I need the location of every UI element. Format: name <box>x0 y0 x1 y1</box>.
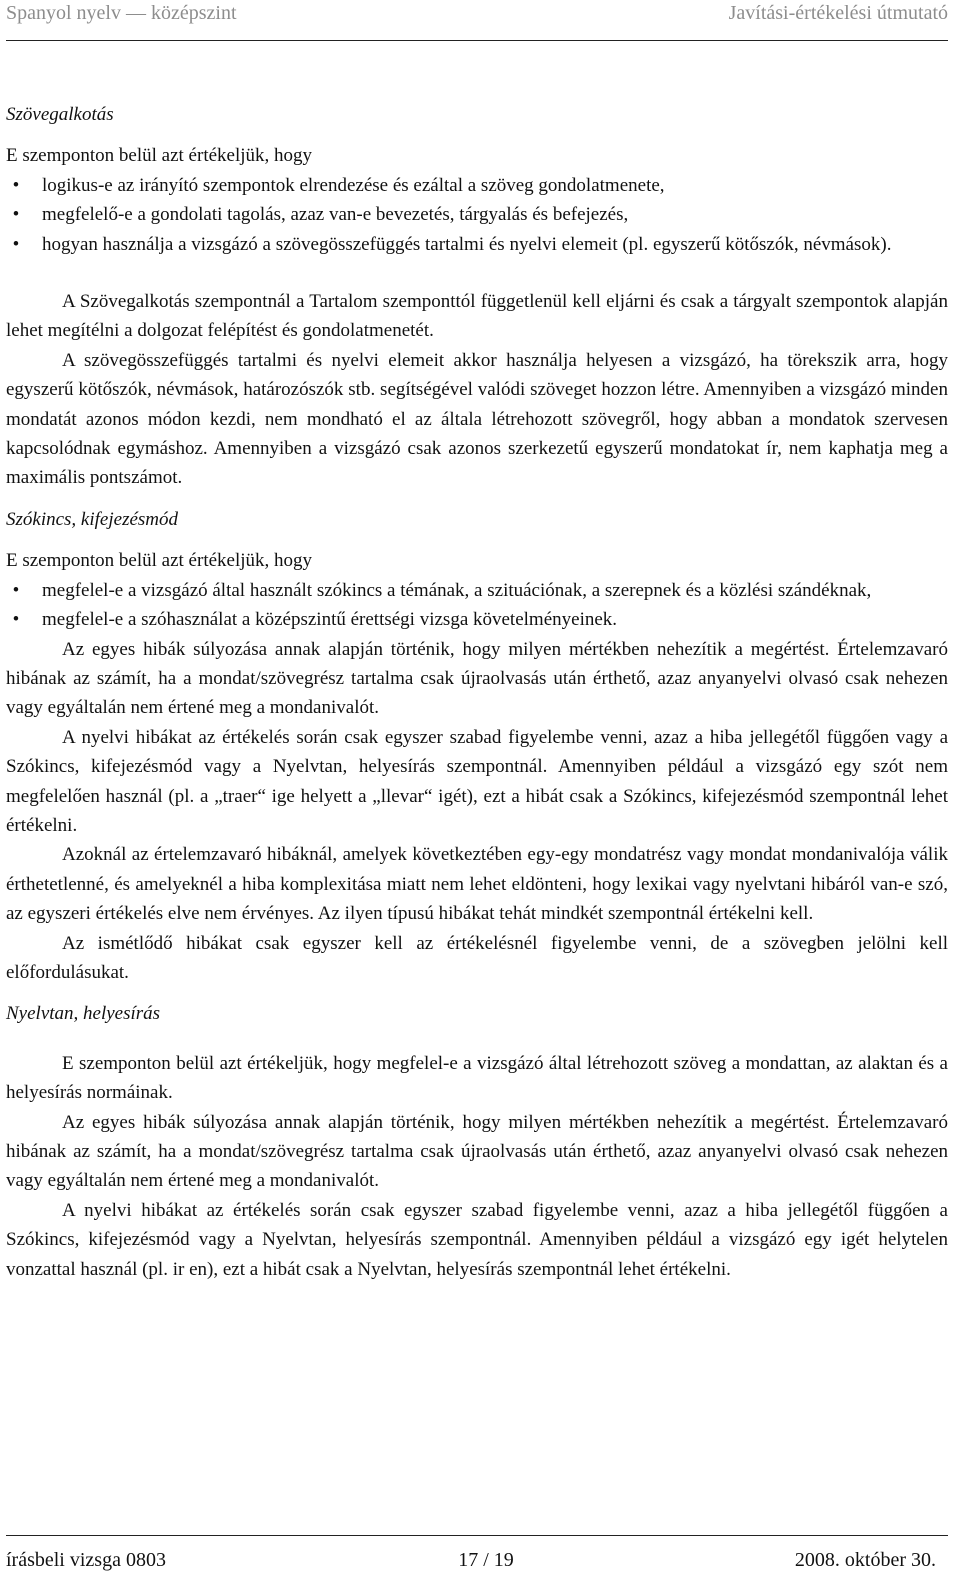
list-item-text: hogyan használja a vizsgázó a szövegösszefüggés tartalmi és nyelvi elemeit (pl. egyszerű kötőszók, névmások). <box>42 233 892 255</box>
paragraph: A szövegösszefüggés tartalmi és nyelvi elemeit akkor használja helyesen a vizsgázó, ha törekszik arra, hogy egyszerű kötőszók, névmások, határozószók stb. segítségével valódi szöveget hozzon létre. Amennyiben a vizsgázó minden mondatát azonos módon kezdi, nem mondható el az általa létrehozott szövegről, hogy abban a mondatok szervesen kapcsolódnak egymáshoz. Amennyiben a vizsgázó csak azonos szerkezetű egyszerű mondatokat ír, nem kaphatja meg a maximális pontszámot. <box>6 349 948 489</box>
paragraph: E szemponton belül azt értékeljük, hogy megfelel-e a vizsgázó által létrehozott szöveg a mondattan, az alaktan és a helyesírás normáinak. <box>6 1052 948 1104</box>
list-item-text: megfelel-e a szóhasználat a középszintű érettségi vizsga követelményeinek. <box>42 609 618 631</box>
section-intro: E szemponton belül azt értékeljük, hogy <box>6 145 313 167</box>
section-title-nyelvtan: Nyelvtan, helyesírás <box>6 1003 161 1025</box>
header-doc-type: Javítási-értékelési útmutató <box>728 2 948 24</box>
page-header <box>6 0 948 41</box>
list-item <box>6 200 948 229</box>
list-item <box>6 576 948 605</box>
paragraph: Az egyes hibák súlyozása annak alapján történik, hogy milyen mértékben nehezítik a megértést. Értelemzavaró hibának az számít, ha a mondat/szövegrész tartalma csak újraolvasás után érthető, azaz anyanyelvi olvasó csak nehezen vagy egyáltalán nem értené meg a mondanivalót. <box>6 638 948 719</box>
paragraph: Azoknál az értelemzavaró hibáknál, amelyek következtében egy-egy mondatrész vagy mondat mondanivalója válik érthetetlenné, és amelyeknél a hiba komplexitása miatt nem lehet eldönteni, hogy lexikai vagy nyelvtani hibáról van-e szó, az egyszeri értékelés elve nem érvényes. Az ilyen típusú hibákat tehát mindkét szempontnál értékelni kell. <box>6 844 948 925</box>
paragraph: Az ismétlődő hibákat csak egyszer kell az értékelésnél figyelembe venni, de a szövegben jelölni kell előfordulásukat. <box>6 932 948 983</box>
document-body <box>6 100 948 1284</box>
paragraph: A Szövegalkotás szempontnál a Tartalom szemponttól függetlenül kell eljárni és csak a tárgyalt szempontok alapján lehet megítélni a dolgozat felépítést és gondolatmenetét. <box>6 291 948 342</box>
section-title-szovegalkotas: Szövegalkotás <box>6 104 114 125</box>
footer-date: 2008. október 30. <box>794 1549 936 1571</box>
bullet-icon: • <box>12 174 20 196</box>
list-item-text: logikus-e az irányító szempontok elrendezése és ezáltal a szöveg gondolatmenete, <box>42 174 665 196</box>
header-subject: Spanyol nyelv — középszint <box>6 2 237 24</box>
list-item <box>6 171 948 200</box>
footer-page-number: 17 / 19 <box>458 1549 514 1571</box>
section-title-szokincs: Szókincs, kifejezésmód <box>6 508 179 530</box>
footer-exam-code: írásbeli vizsga 0803 <box>6 1549 166 1571</box>
bullet-list <box>6 171 948 259</box>
section-intro: E szemponton belül azt értékeljük, hogy <box>6 550 313 572</box>
bullet-icon: • <box>12 579 20 601</box>
page-footer <box>6 1535 948 1592</box>
bullet-icon: • <box>12 204 20 226</box>
list-item-text: megfelelő-e a gondolati tagolás, azaz van-e bevezetés, tárgyalás és befejezés, <box>42 204 629 226</box>
bullet-icon: • <box>12 609 20 631</box>
bullet-list <box>6 576 948 635</box>
list-item <box>6 605 948 634</box>
list-item-text: megfelel-e a vizsgázó által használt szókincs a témának, a szituációnak, a szerepnek és a közlési szándéknak, <box>42 579 872 601</box>
paragraph: Az egyes hibák súlyozása annak alapján történik, hogy milyen mértékben nehezítik a megértést. Értelemzavaró hibának az számít, ha a mondat/szövegrész tartalma csak újraolvasás után érthető, azaz anyanyelvi olvasó csak nehezen vagy egyáltalán nem értené meg a mondanivalót. <box>6 1111 948 1192</box>
bullet-icon: • <box>12 233 20 255</box>
paragraph: A nyelvi hibákat az értékelés során csak egyszer szabad figyelembe venni, azaz a hiba jellegétől függően vagy a Szókincs, kifejezésmód vagy a Nyelvtan, helyesírás szempontnál. Amennyiben például a vizsgázó egy szót nem megfelelően használ (pl. a „traer“ ige helyett a „llevar“ igét), ezt a hibát csak a Szókincs, kifejezésmód szempontnál lehet értékelni. <box>6 726 948 836</box>
paragraph: A nyelvi hibákat az értékelés során csak egyszer szabad figyelembe venni, azaz a hiba jellegétől függően a Szókincs, kifejezésmód vagy a Nyelvtan, helyesírás szempontnál. Amennyiben például a vizsgázó egy igét helytelen vonzattal használ (pl. ir en), ezt a hibát csak a Nyelvtan, helyesírás szempontnál lehet értékelni. <box>6 1199 948 1280</box>
list-item <box>6 230 948 259</box>
